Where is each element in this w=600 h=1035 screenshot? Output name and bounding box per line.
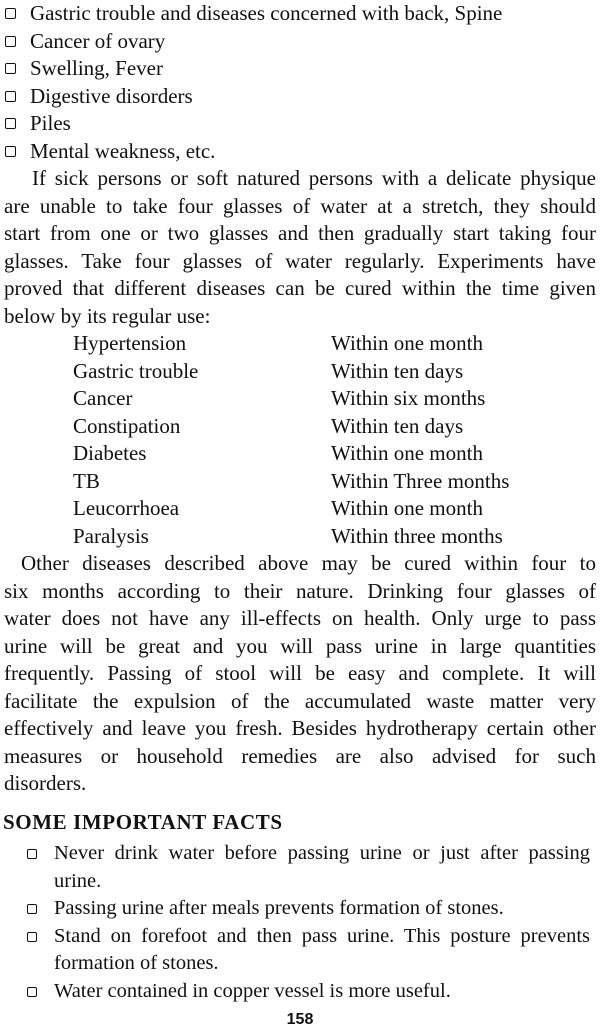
text-line: start from one or two glasses and then gradually start taking four bbox=[4, 221, 596, 245]
list-item-text bbox=[54, 923, 590, 978]
table-row bbox=[73, 468, 593, 496]
text-line: are unable to take four glasses of water at a stretch, they should bbox=[4, 193, 596, 218]
text-line: facilitate the expulsion of the accumulated waste matter very bbox=[4, 688, 596, 713]
text-line: If sick persons or soft natured persons with a delicate physique bbox=[32, 166, 596, 190]
text-line: measures or household remedies are also advised for such bbox=[4, 743, 596, 768]
checkbox-bullet-icon bbox=[27, 849, 37, 859]
list-item bbox=[0, 55, 600, 83]
checkbox-bullet-icon bbox=[5, 118, 16, 129]
table-row bbox=[73, 495, 593, 523]
text-line: Passing urine after meals prevents formation of stones. bbox=[54, 897, 504, 919]
checkbox-bullet-icon bbox=[5, 63, 16, 74]
important-facts-list bbox=[0, 840, 600, 1005]
list-item-text: Gastric trouble and diseases concerned with back, Spine bbox=[30, 1, 503, 26]
list-item bbox=[0, 923, 590, 978]
disease-cell: Cancer bbox=[73, 386, 133, 410]
list-item bbox=[0, 895, 590, 923]
list-item-text bbox=[54, 840, 590, 895]
text-line: formation of stones. bbox=[54, 952, 219, 974]
disease-cell: Hypertension bbox=[73, 331, 187, 355]
list-item-text bbox=[54, 978, 590, 1006]
checkbox-bullet-icon bbox=[27, 932, 37, 942]
duration-cell: Within three months bbox=[331, 523, 503, 548]
list-item-text: Cancer of ovary bbox=[30, 28, 166, 53]
disease-cell: Leucorrhoea bbox=[73, 496, 180, 520]
list-item-text: Swelling, Fever bbox=[30, 56, 163, 81]
duration-cell: Within one month bbox=[331, 496, 483, 520]
disease-cell: Paralysis bbox=[73, 523, 149, 548]
list-item bbox=[0, 978, 590, 1006]
table-row bbox=[73, 413, 593, 441]
table-row bbox=[73, 385, 593, 413]
text-line: frequently. Passing of stool will be easy and complete. It will bbox=[4, 661, 596, 685]
list-item bbox=[0, 28, 600, 56]
duration-cell: Within six months bbox=[331, 386, 486, 410]
duration-cell: Within one month bbox=[331, 331, 483, 355]
duration-cell: Within one month bbox=[331, 441, 483, 465]
checkbox-bullet-icon bbox=[5, 8, 16, 19]
list-item bbox=[0, 110, 600, 138]
duration-cell: Within Three months bbox=[331, 468, 510, 493]
text-line: water does not have any ill-effects on health. Only urge to pass bbox=[4, 606, 596, 630]
checkbox-bullet-icon bbox=[5, 146, 16, 157]
disease-cell: TB bbox=[73, 468, 100, 493]
list-item bbox=[0, 840, 590, 895]
text-line: disorders. bbox=[4, 771, 87, 795]
checkbox-bullet-icon bbox=[27, 904, 37, 914]
text-line: six months according to their nature. Drinking four glasses of bbox=[4, 578, 596, 603]
duration-cell: Within ten days bbox=[331, 358, 464, 383]
checkbox-bullet-icon bbox=[5, 91, 16, 102]
page-number: 158 bbox=[286, 1011, 314, 1028]
paragraph-other-diseases bbox=[4, 550, 596, 798]
text-line: Never drink water before passing urine or just after passing bbox=[54, 842, 590, 864]
text-line: proved that different diseases can be cured within the time given bbox=[4, 276, 596, 300]
section-heading: SOME IMPORTANT FACTS bbox=[3, 810, 283, 834]
checkbox-bullet-icon bbox=[5, 36, 16, 47]
text-line: below by its regular use: bbox=[4, 303, 211, 328]
intro-bullet-list bbox=[0, 0, 600, 165]
table-row bbox=[73, 358, 593, 386]
list-item bbox=[0, 83, 600, 111]
disease-cell: Constipation bbox=[73, 413, 181, 438]
checkbox-bullet-icon bbox=[27, 987, 37, 997]
paragraph-hydrotherapy-intro bbox=[4, 165, 596, 330]
list-item-text: Mental weakness, etc. bbox=[30, 138, 216, 163]
disease-cell: Diabetes bbox=[73, 441, 147, 465]
table-row bbox=[73, 330, 593, 358]
text-line: effectively and leave you fresh. Besides hydrotherapy certain other bbox=[4, 716, 596, 740]
list-item-text: Piles bbox=[30, 111, 71, 136]
duration-cell: Within ten days bbox=[331, 413, 464, 438]
text-line: glasses. Take four glasses of water regularly. Experiments have bbox=[4, 248, 596, 273]
table-row bbox=[73, 523, 593, 551]
cure-time-table bbox=[73, 330, 593, 550]
table-row bbox=[73, 440, 593, 468]
text-line: urine will be great and you will pass urine in large quantities bbox=[4, 633, 596, 658]
list-item-text bbox=[54, 895, 590, 923]
text-line: Stand on forefoot and then pass urine. This posture prevents bbox=[54, 924, 590, 947]
text-line: Other diseases described above may be cured within four to bbox=[21, 551, 596, 575]
disease-cell: Gastric trouble bbox=[73, 358, 199, 383]
text-line: urine. bbox=[54, 869, 102, 892]
list-item bbox=[0, 0, 600, 28]
list-item-text: Digestive disorders bbox=[30, 83, 193, 108]
text-line: Water contained in copper vessel is more useful. bbox=[54, 979, 451, 1002]
list-item bbox=[0, 138, 600, 166]
